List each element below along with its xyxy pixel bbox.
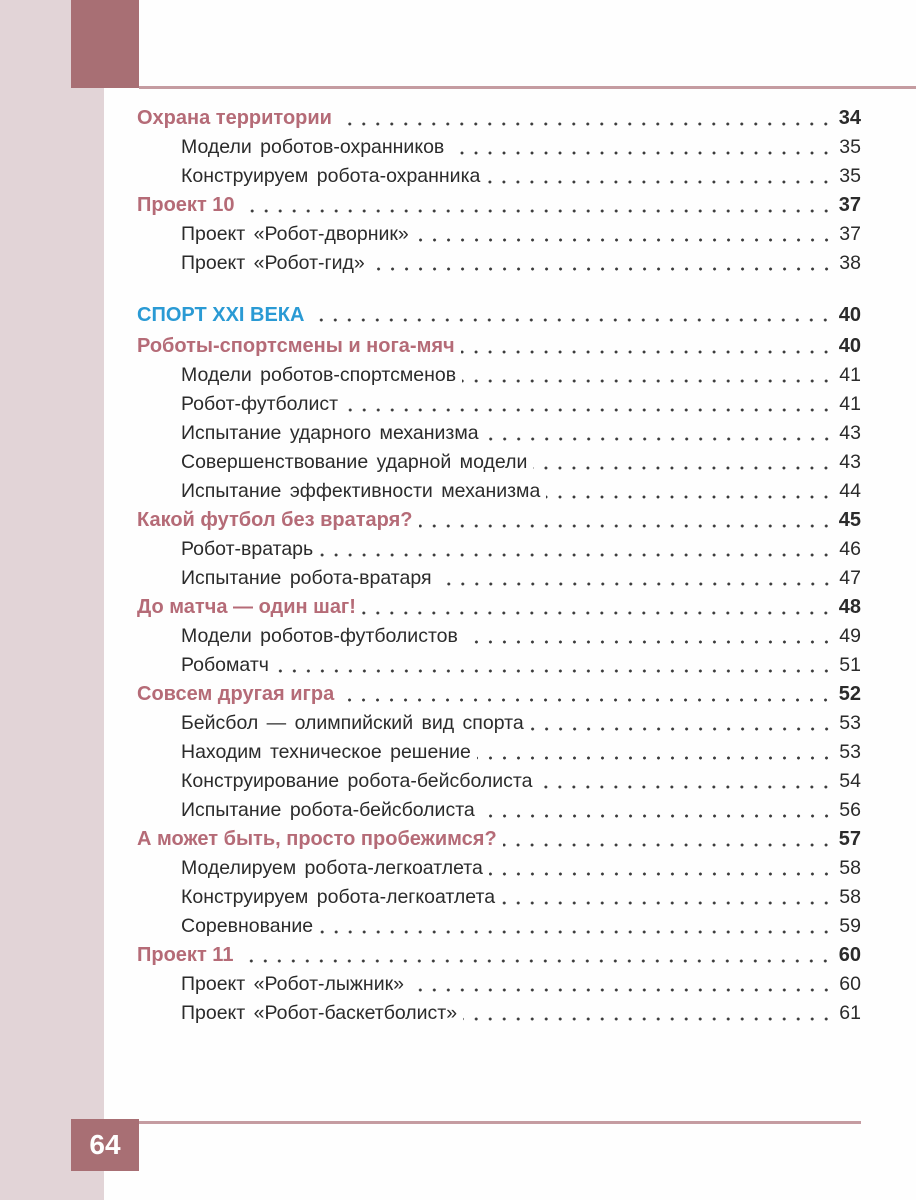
toc-entry-title: Проект «Робот-гид»	[181, 252, 365, 274]
toc-subentry	[137, 883, 861, 912]
toc-section-heading	[137, 298, 861, 332]
top-divider	[139, 86, 916, 89]
dot-leader	[344, 407, 833, 413]
toc-subentry	[137, 564, 861, 593]
dot-leader	[546, 494, 833, 500]
toc-entry-page: 60	[839, 973, 861, 995]
toc-entry-title: Проект «Робот-баскетболист»	[181, 1002, 458, 1024]
toc-entry	[137, 941, 861, 970]
toc-subentry	[137, 796, 861, 825]
toc-entry	[137, 506, 861, 535]
toc-entry-page: 60	[838, 944, 861, 966]
toc-entry-title: Робоматч	[181, 654, 269, 676]
toc-entry-title: Совершенствование ударной модели	[181, 451, 528, 473]
dot-leader	[241, 208, 833, 214]
toc-entry-title: Модели роботов-охранников	[181, 136, 445, 158]
toc-entry-title: Какой футбол без вратаря?	[137, 509, 413, 531]
toc-subentry	[137, 709, 861, 738]
dot-leader	[450, 150, 833, 156]
toc-entry-page: 35	[839, 136, 861, 158]
toc-subentry	[137, 854, 861, 883]
dot-leader	[438, 581, 834, 587]
dot-leader	[533, 465, 833, 471]
dot-leader	[419, 523, 833, 529]
dot-leader	[415, 237, 834, 243]
toc-entry	[137, 825, 861, 854]
dot-leader	[310, 317, 832, 323]
toc-entry-title: Испытание ударного механизма	[181, 422, 479, 444]
toc-subentry	[137, 999, 861, 1028]
toc-entry-page: 46	[839, 538, 861, 560]
toc-entry-title: До матча — один шаг!	[137, 596, 356, 618]
dot-leader	[410, 987, 833, 993]
toc-subentry	[137, 912, 861, 941]
toc-entry-page: 58	[839, 886, 861, 908]
dot-leader	[503, 842, 833, 848]
dot-leader	[538, 784, 833, 790]
toc-entry-page: 51	[839, 654, 861, 676]
toc-subentry	[137, 477, 861, 506]
toc-entry-page: 56	[839, 799, 861, 821]
toc-subentry	[137, 970, 861, 999]
toc-subentry	[137, 738, 861, 767]
toc-entry-title: Испытание эффективности механизма	[181, 480, 541, 502]
top-accent-block	[71, 0, 139, 88]
toc-entry-page: 41	[839, 393, 861, 415]
dot-leader	[462, 378, 833, 384]
toc-subentry	[137, 361, 861, 390]
toc-entry-page: 40	[838, 335, 861, 357]
toc-entry-title: Конструируем робота-охранника	[181, 165, 481, 187]
toc-entry-title: Конструируем робота-легкоатлета	[181, 886, 496, 908]
toc-subentry	[137, 535, 861, 564]
toc-entry	[137, 332, 861, 361]
toc-entry-page: 37	[838, 194, 861, 216]
dot-leader	[489, 871, 833, 877]
toc-entry-page: 48	[838, 596, 861, 618]
toc-entry-title: Бейсбол — олимпийский вид спорта	[181, 712, 524, 734]
toc-entry-page: 40	[838, 304, 861, 326]
toc-entry-title: Робот-вратарь	[181, 538, 314, 560]
dot-leader	[461, 349, 833, 355]
table-of-contents	[137, 104, 861, 1028]
toc-entry-title: Модели роботов-футболистов	[181, 625, 458, 647]
toc-entry-page: 45	[838, 509, 861, 531]
toc-entry-page: 44	[839, 480, 861, 502]
toc-entry-page: 61	[839, 1002, 861, 1024]
toc-entry-page: 34	[838, 107, 861, 129]
toc-entry-title: Испытание робота-бейсболиста	[181, 799, 475, 821]
toc-subentry	[137, 622, 861, 651]
toc-subentry	[137, 162, 861, 191]
dot-leader	[239, 958, 832, 964]
dot-leader	[464, 639, 833, 645]
dot-leader	[338, 121, 833, 127]
toc-subentry	[137, 249, 861, 278]
dot-leader	[463, 1016, 833, 1022]
toc-entry-title: Модели роботов-спортсменов	[181, 364, 457, 386]
toc-subentry	[137, 133, 861, 162]
toc-entry-page: 37	[839, 223, 861, 245]
toc-entry-title: Роботы-спортсмены и нога-мяч	[137, 335, 455, 357]
dot-leader	[275, 668, 833, 674]
bottom-divider	[139, 1121, 861, 1124]
toc-entry	[137, 593, 861, 622]
dot-leader	[501, 900, 833, 906]
toc-subentry	[137, 390, 861, 419]
toc-entry-title: Находим техническое решение	[181, 741, 471, 763]
toc-entry-title: Охрана территории	[137, 107, 332, 129]
dot-leader	[530, 726, 834, 732]
toc-entry-title: Соревнование	[181, 915, 314, 937]
toc-entry-page: 54	[839, 770, 861, 792]
toc-entry-page: 58	[839, 857, 861, 879]
toc-entry-title: Совсем другая игра	[137, 683, 335, 705]
toc-subentry	[137, 651, 861, 680]
dot-leader	[486, 179, 833, 185]
toc-entry-title: Проект «Робот-дворник»	[181, 223, 409, 245]
toc-entry-title: Проект 11	[137, 944, 234, 966]
toc-entry-title: Моделируем робота-легкоатлета	[181, 857, 483, 879]
toc-subentry	[137, 220, 861, 249]
toc-subentry	[137, 448, 861, 477]
toc-entry-page: 52	[838, 683, 861, 705]
toc-entry-page: 53	[839, 712, 861, 734]
left-margin-stripe	[0, 0, 104, 1200]
dot-leader	[319, 552, 833, 558]
toc-entry-title: Робот-футболист	[181, 393, 339, 415]
toc-entry-title: А может быть, просто пробежимся?	[137, 828, 497, 850]
dot-leader	[362, 610, 833, 616]
toc-entry-title: Проект «Робот-лыжник»	[181, 973, 404, 995]
toc-entry-title: СПОРТ XXI ВЕКА	[137, 304, 305, 326]
toc-entry-page: 41	[839, 364, 861, 386]
dot-leader	[319, 929, 833, 935]
toc-subentry	[137, 767, 861, 796]
toc-entry	[137, 680, 861, 709]
toc-entry-page: 49	[839, 625, 861, 647]
toc-entry-page: 47	[839, 567, 861, 589]
toc-entry	[137, 104, 861, 133]
toc-entry-page: 57	[838, 828, 861, 850]
toc-entry-page: 38	[839, 252, 861, 274]
toc-entry	[137, 191, 861, 220]
dot-leader	[371, 266, 834, 272]
toc-entry-page: 53	[839, 741, 861, 763]
toc-entry-page: 35	[839, 165, 861, 187]
toc-entry-title: Проект 10	[137, 194, 235, 216]
toc-subentry	[137, 419, 861, 448]
toc-entry-title: Конструирование робота-бейсболиста	[181, 770, 533, 792]
dot-leader	[340, 697, 833, 703]
toc-entry-page: 43	[839, 422, 861, 444]
dot-leader	[485, 436, 834, 442]
page-number: 64	[71, 1119, 139, 1171]
dot-leader	[477, 755, 833, 761]
toc-entry-page: 59	[839, 915, 861, 937]
toc-entry-page: 43	[839, 451, 861, 473]
toc-entry-title: Испытание робота-вратаря	[181, 567, 432, 589]
dot-leader	[481, 813, 834, 819]
